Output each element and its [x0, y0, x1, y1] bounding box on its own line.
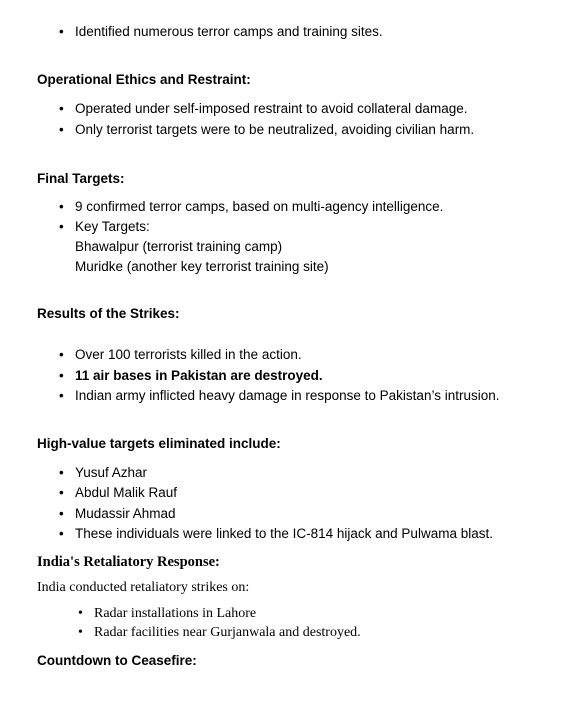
bullet-glyph: •	[78, 606, 83, 621]
list-item	[59, 506, 176, 521]
bullet-text: Yusuf Azhar	[75, 465, 148, 480]
list-item	[59, 526, 493, 541]
bullet-glyph: •	[78, 625, 83, 640]
bullet-text: Abdul Malik Rauf	[75, 485, 178, 500]
bullet-glyph: •	[59, 388, 64, 403]
list-item	[59, 347, 302, 362]
bullet-text: Radar installations in Lahore	[94, 606, 257, 621]
key-target-line: Bhawalpur (terrorist training camp)	[75, 239, 283, 254]
list-item	[59, 199, 443, 214]
bullet-text: Only terrorist targets were to be neutralized, avoiding civilian harm.	[75, 122, 475, 137]
bullet-text: Over 100 terrorists killed in the action.	[75, 347, 302, 362]
bullet-text: Key Targets:	[75, 219, 150, 234]
bullet-glyph: •	[59, 526, 64, 541]
bullet-glyph: •	[59, 101, 64, 116]
bullet-glyph: •	[59, 347, 64, 362]
section-heading: Operational Ethics and Restraint:	[37, 72, 251, 87]
list-item	[78, 625, 361, 641]
bullet-text: Mudassir Ahmad	[75, 506, 176, 521]
key-target-line: Muridke (another key terrorist training site)	[75, 259, 329, 274]
bullet-text: 11 air bases in Pakistan are destroyed.	[75, 368, 323, 383]
bullet-glyph: •	[59, 506, 64, 521]
section-heading: Results of the Strikes:	[37, 306, 180, 321]
bullet-text: Indian army inflicted heavy damage in response to Pakistan’s intrusion.	[75, 388, 500, 403]
list-item	[59, 101, 467, 116]
bullet-glyph: •	[59, 122, 64, 137]
bullet-glyph: •	[59, 485, 64, 500]
bullet-text: Operated under self-imposed restraint to avoid collateral damage.	[75, 101, 468, 116]
section-heading: India's Retaliatory Response:	[37, 554, 220, 570]
list-item	[59, 24, 383, 39]
list-item	[59, 485, 177, 500]
bullet-text: Radar facilities near Gurjanwala and destroyed.	[94, 625, 361, 640]
paragraph: India conducted retaliatory strikes on:	[37, 580, 250, 595]
section-heading: Countdown to Ceasefire:	[37, 653, 197, 668]
bullet-glyph: •	[59, 199, 64, 214]
section-heading: Final Targets:	[37, 171, 125, 186]
list-item	[59, 122, 474, 137]
bullet-text: These individuals were linked to the IC-814 hijack and Pulwama blast.	[75, 526, 493, 541]
bullet-text: 9 confirmed terror camps, based on multi-agency intelligence.	[75, 199, 444, 214]
bullet-glyph: •	[59, 24, 64, 39]
list-item	[59, 219, 150, 234]
section-heading: High-value targets eliminated include:	[37, 436, 281, 451]
bullet-glyph: •	[59, 219, 64, 234]
list-item	[59, 368, 323, 383]
bullet-text: Identified numerous terror camps and training sites.	[75, 24, 383, 39]
list-item	[59, 465, 147, 480]
list-item	[78, 606, 256, 622]
bullet-glyph: •	[59, 368, 64, 383]
bullet-glyph: •	[59, 465, 64, 480]
list-item	[59, 388, 500, 403]
